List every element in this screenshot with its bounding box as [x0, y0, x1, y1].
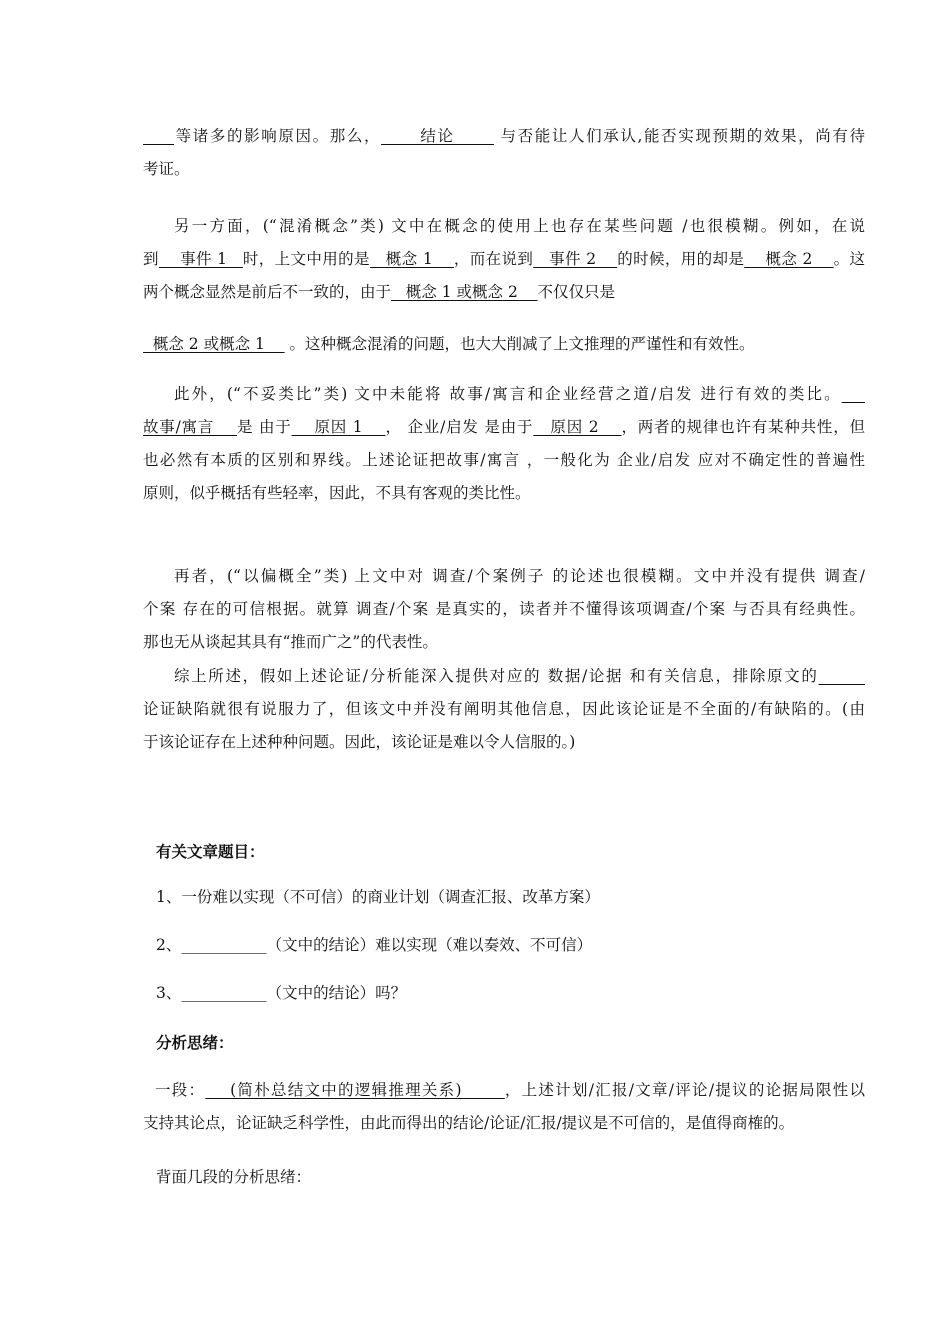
blank-concept-2: 概念 2 — [744, 250, 834, 268]
line — [143, 120, 865, 153]
blank-reason-2: 原因 2 — [533, 418, 622, 436]
line — [143, 378, 865, 411]
text: 再者，(“以偏概全”类) 上文中对 调查/个案例子 的论述也很模糊。文中并没有提供 调查/ — [174, 567, 865, 585]
paragraph-analysis — [143, 1074, 865, 1140]
line — [143, 153, 865, 186]
text: 的时候，用的却是 — [617, 250, 745, 268]
text: 等诸多的影响原因。那么， — [174, 127, 382, 145]
paragraph-summary — [143, 660, 865, 759]
line — [143, 276, 865, 309]
text: 也必然有本质的区别和界线。上述论证把故事/寓言 ，一般化为 企业/启发 应对不确定性的普遍性 — [143, 451, 865, 469]
line — [143, 243, 865, 276]
line — [143, 560, 865, 593]
text: 是 由于 — [237, 418, 292, 436]
text: 两个概念显然是前后不一致的，由于 — [143, 283, 392, 301]
text: 不仅仅只是 — [537, 283, 616, 301]
text: 时，上文中用的是 — [242, 250, 370, 268]
text: 于该论证存在上述种种问题。因此，该论证是难以令人信服的。) — [143, 733, 576, 751]
topic-item-2: 2、___________（文中的结论）难以实现（难以奏效、不可信） — [156, 936, 593, 954]
blank-underline: ___ — [841, 385, 865, 403]
blank-event-2: 事件 2 — [533, 250, 618, 268]
text: ，上述计划/汇报/文章/评论/提议的论据局限性以 — [504, 1081, 865, 1099]
line — [143, 444, 865, 477]
section-title-analysis: 分析思绪： — [156, 1034, 234, 1052]
blank-reason-1: 原因 1 — [291, 418, 386, 436]
line — [143, 210, 865, 243]
text: 原则，似乎概括有些轻率，因此，不具有客观的类比性。 — [143, 484, 531, 502]
text: 综上所述，假如上述论证/分析能深入提供对应的 数据/论据 和有关信息，排除原文的 — [174, 667, 819, 685]
text: 那也无从谈起其具有“推而广之”的代表性。 — [143, 633, 438, 651]
text: 到 — [143, 250, 159, 268]
analysis-next-paragraphs: 背面几段的分析思绪： — [156, 1168, 312, 1186]
paragraph-conclusion-intro — [143, 120, 865, 186]
blank-concept-1-or-2: 概念 1 或概念 2 — [391, 283, 538, 301]
blank-concept-1: 概念 1 — [369, 250, 454, 268]
text: 个案 存在的可信根据。就算 调查/个案 是真实的，读者并不懂得该项调查/个案 与否具有经典性。 — [143, 600, 865, 618]
text: ，而在说到 — [453, 250, 534, 268]
line — [143, 411, 865, 444]
text: 。这 — [833, 250, 865, 268]
line — [143, 693, 865, 726]
blank-summary: (简朴总结文中的逻辑推理关系) — [205, 1081, 505, 1099]
paragraph-hasty-generalization — [143, 560, 865, 659]
text: ，两者的规律也许有某种共性，但 — [621, 418, 865, 436]
paragraph-concept-confusion-cont — [143, 328, 865, 361]
section-title-topics: 有关文章题目： — [156, 843, 265, 861]
text: 论证缺陷就很有说服力了，但该文中并没有阐明其他信息，因此该论证是不全面的/有缺陷的。(由 — [143, 700, 865, 718]
text: 另一方面，(“混淆概念”类) 文中在概念的使用上也存在某些问题 /也很模糊。例如，在说 — [174, 217, 865, 235]
blank-event-1: 事件 1 — [158, 250, 243, 268]
text: 支持其论点，论证缺乏科学性，由此而得出的结论/论证/汇报/提议是不可信的，是值得商榷的。 — [143, 1114, 795, 1132]
text: 与否能让人们承认,能否实现预期的效果，尚有待 — [493, 127, 865, 145]
line — [143, 1107, 865, 1140]
line — [143, 626, 865, 659]
blank-underline: ____ — [143, 127, 174, 145]
line — [143, 593, 865, 626]
line — [143, 726, 865, 759]
blank-underline: ______ — [818, 667, 865, 685]
text: 一段： — [155, 1081, 206, 1099]
line — [143, 660, 865, 693]
paragraph-improper-analogy — [143, 378, 865, 510]
text: ， 企业/启发 是由于 — [385, 418, 534, 436]
text: 。这种概念混淆的问题，也大大削减了上文推理的严谨性和有效性。 — [284, 335, 755, 353]
topic-item-1: 1、一份难以实现（不可信）的商业计划（调查汇报、改革方案） — [156, 888, 600, 906]
text: 考证。 — [143, 160, 190, 178]
topic-item-3: 3、___________（文中的结论）吗？ — [156, 984, 407, 1002]
paragraph-concept-confusion — [143, 210, 865, 309]
blank-concept-2-or-1: 概念 2 或概念 1 — [143, 335, 285, 353]
blank-conclusion: 结论 — [381, 127, 494, 145]
line — [143, 477, 865, 510]
line — [143, 328, 865, 361]
blank-story: 故事/寓言 — [143, 418, 238, 436]
text: 此外，(“不妥类比”类) 文中未能将 故事/寓言和企业经营之道/启发 进行有效的类比。 — [174, 385, 842, 403]
line — [143, 1074, 865, 1107]
